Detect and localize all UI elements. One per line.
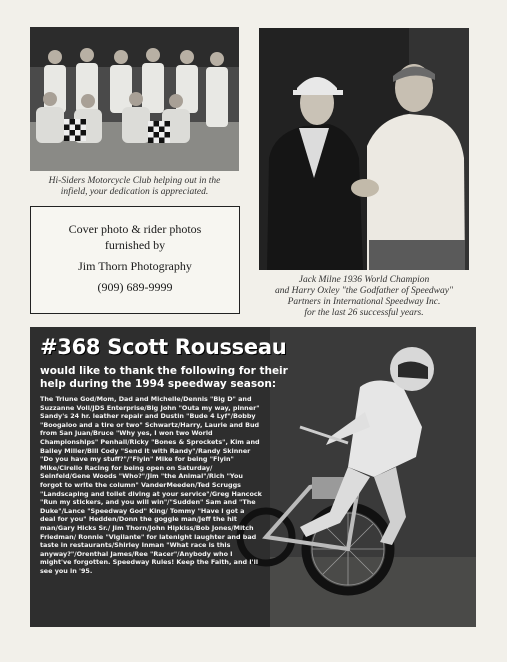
handshake-caption-line4: for the last 26 successful years. bbox=[304, 308, 424, 318]
handshake-caption-line3: Partners in International Speedway Inc. bbox=[287, 297, 441, 307]
handshake-caption-line1: Jack Milne 1936 World Champion bbox=[298, 275, 430, 285]
handshake-photo-caption bbox=[259, 275, 469, 319]
ad-title: #368 Scott Rousseau bbox=[40, 335, 287, 359]
club-caption-line2: infield, your dedication is appreciated. bbox=[60, 187, 209, 197]
club-group-photo bbox=[30, 27, 239, 171]
photo-credit-box bbox=[30, 206, 240, 314]
handshake-photo bbox=[259, 28, 469, 270]
credit-line4: (909) 689-9999 bbox=[97, 280, 173, 294]
credit-line1: Cover photo & rider photos bbox=[68, 222, 202, 236]
credit-line3: Jim Thorn Photography bbox=[78, 259, 192, 273]
handshake-caption-line2: and Harry Oxley "the Godfather of Speedway" bbox=[275, 286, 453, 296]
club-photo-caption bbox=[30, 176, 239, 198]
ad-thank-you-list: The Triune God/Mom, Dad and Michelle/Dennis "Big D" and Suzzanne Voll/JDS Enterprise/Big John "Outa my way, pinner" Sandy's 24 hr. leather repair and Dustin "Bude 4 Lyf"/Bobby "Boogaloo and a tire or two" Schwartz/Harry, Laurie and Bud from San Juan/Bruce "Why yes, I won two World Championships" Penhall/Ricky "Bones & Sprockets", Kim and Bailey Miller/Bill Cody "Send it with Randy"/Randy Skinner "Do you have my stuff?"/"Flyin" Mike for being "Flyin" Mike/Cirello Racing for being open on Saturday/ Seinfeld/Gene Woods "Who?"/Jim "the Animal"/Rich "You forgot to write the column" VanderMeeden/Ted Scruggs "Landscaping and toilet diving at your service"/Greg Hancock "Run my stickers, and you will win"/"Sudden" Sam and "The Duke"/Lance "Speedway God" King/ Tommy "Have I got a deal for you" Hedden/Donn the goggle man/Jeff the hit man/Gary Hicks Sr./ Jim Thorn/John Hipkiss/Bob Jones/Mitch Friedman/ Ronnie "Vigilante" for latenight laughter and bad taste in restaurants/Shirley Inman "What race is this anyway?"/Orenthal James/Ree "Racer"/Anybody who I might've forgotten. Speedway Rules! Keep the Faith, and I'll see you in '95. bbox=[40, 395, 262, 575]
credit-line2: furnished by bbox=[104, 238, 166, 252]
rider-thank-you-ad bbox=[30, 327, 476, 627]
club-caption-line1: Hi-Siders Motorcycle Club helping out in the bbox=[48, 176, 221, 186]
ad-subtitle: would like to thank the following for their help during the 1994 speedway season: bbox=[40, 365, 288, 390]
